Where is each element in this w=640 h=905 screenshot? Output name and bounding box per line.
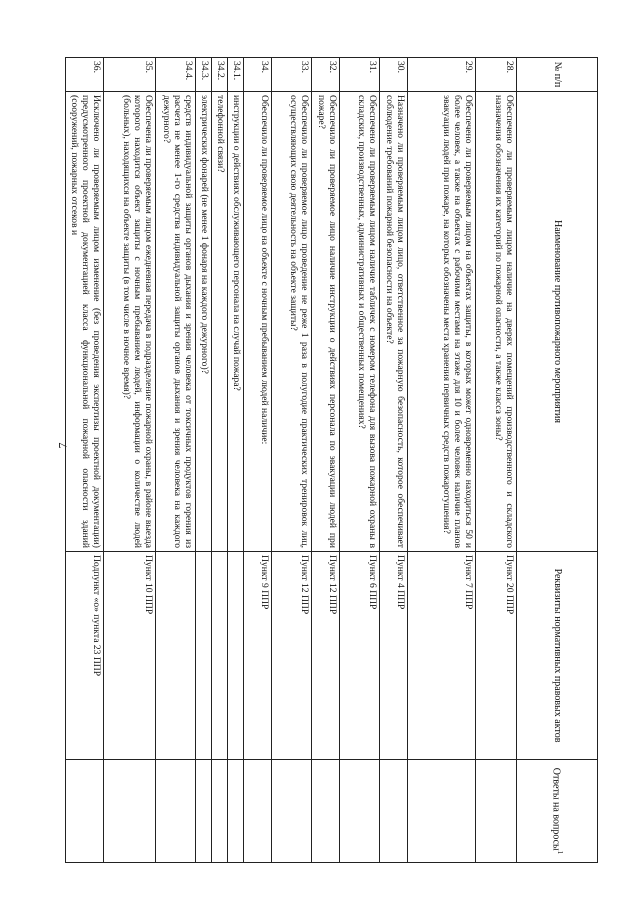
- row-number: 34.1.: [228, 58, 244, 92]
- page-number: 7: [55, 442, 70, 449]
- fire-safety-checklist-table: [65, 57, 598, 863]
- row-act: Пункт 4 ППР: [380, 552, 408, 760]
- row-number: 31.: [340, 58, 380, 92]
- table-row: [380, 58, 408, 863]
- row-act: Пункт 20 ППР: [476, 552, 517, 760]
- header-answers-footnote: 1: [555, 850, 564, 855]
- header-answers-label: Ответы на вопросы: [550, 767, 562, 851]
- header-measure: Наименование противопожарного мероприятия: [517, 92, 598, 552]
- table-header-row: [517, 58, 598, 863]
- table-row: [66, 58, 104, 863]
- row-answer: [196, 760, 212, 863]
- row-measure: Обеспечено ли проверяемым лицом наличие на дверях помещений производственного и складского назначения обозначения их категорий по пожарной опасности, а также класса зоны?: [476, 92, 517, 552]
- header-number: № п/п: [517, 58, 598, 92]
- table-row: [272, 58, 312, 863]
- row-measure: инструкции о действиях обслуживающего персонала на случай пожара?: [228, 92, 244, 552]
- row-act: [212, 552, 228, 760]
- row-number: 34.: [244, 58, 272, 92]
- row-act: [156, 552, 196, 760]
- row-number: 30.: [380, 58, 408, 92]
- row-number: 34.2.: [212, 58, 228, 92]
- table-row: [228, 58, 244, 863]
- row-measure: Обеспечено ли проверяемым лицом наличие табличек с номером телефона для вызова пожарной охраны в складских, производственных, административных и общественных помещениях?: [340, 92, 380, 552]
- row-measure: электрических фонарей (не менее 1 фонаря на каждого дежурного)?: [196, 92, 212, 552]
- row-measure: Обеспечена ли проверяемым лицом ежедневная передача в подразделение пожарной охраны, в районе выезда которого находится объект защиты с ночным пребыванием людей, информации о количестве людей (больных), находящихся на объекте защиты (в том числе в ночное время)?: [104, 92, 156, 552]
- row-act: [196, 552, 212, 760]
- row-act: Пункт 9 ППР: [244, 552, 272, 760]
- row-act: Пункт 6 ППР: [340, 552, 380, 760]
- rotated-table-container: [68, 57, 598, 862]
- row-number: 32.: [312, 58, 340, 92]
- header-answers: [517, 760, 598, 863]
- table-row: [212, 58, 228, 863]
- row-number: 34.3.: [196, 58, 212, 92]
- table-row: [408, 58, 476, 863]
- row-answer: [66, 760, 104, 863]
- table-row: [104, 58, 156, 863]
- table-row: [312, 58, 340, 863]
- row-measure: Назначено ли проверяемым лицом лицо, ответственное за пожарную безопасность, которое обеспечивает соблюдение требований пожарной безопасности на объекте?: [380, 92, 408, 552]
- row-measure: Обеспечило ли проверяемое лицо проведение не реже 1 раза в полугодие практических тренировок лиц, осуществляющих свою деятельность на объекте защиты?: [272, 92, 312, 552]
- row-act: Пункт 12 ППР: [312, 552, 340, 760]
- table-row: [244, 58, 272, 863]
- row-measure: Исключено ли проверяемым лицом изменение (без проведения экспертизы проектной документации) предусмотренного проектной документацией класса функциональной пожарной опасности зданий (сооружений, пожарных отсеков и: [66, 92, 104, 552]
- row-act: Подпункт «о» пункта 23 ППР: [66, 552, 104, 760]
- row-act: Пункт 12 ППР: [272, 552, 312, 760]
- row-number: 36.: [66, 58, 104, 92]
- table-row: [476, 58, 517, 863]
- row-answer: [340, 760, 380, 863]
- row-answer: [272, 760, 312, 863]
- row-answer: [212, 760, 228, 863]
- table-row: [196, 58, 212, 863]
- row-number: 28.: [476, 58, 517, 92]
- row-act: Пункт 10 ППР: [104, 552, 156, 760]
- row-answer: [408, 760, 476, 863]
- row-measure: средств индивидуальной защиты органов дыхания и зрения человека от токсичных продуктов горения из расчета не менее 1-го средства индивидуальной защиты органов дыхания и зрения человека на каждого дежурного?: [156, 92, 196, 552]
- row-answer: [104, 760, 156, 863]
- row-answer: [312, 760, 340, 863]
- row-number: 35.: [104, 58, 156, 92]
- row-number: 29.: [408, 58, 476, 92]
- header-acts: Реквизиты нормативных правовых актов: [517, 552, 598, 760]
- table-row: [156, 58, 196, 863]
- row-measure: Обеспечило ли проверяемое лицо на объекте с ночным пребыванием людей наличие:: [244, 92, 272, 552]
- row-answer: [380, 760, 408, 863]
- row-answer: [156, 760, 196, 863]
- row-act: [228, 552, 244, 760]
- row-number: 34.4.: [156, 58, 196, 92]
- table-row: [340, 58, 380, 863]
- row-measure: телефонной связи?: [212, 92, 228, 552]
- row-answer: [228, 760, 244, 863]
- row-answer: [244, 760, 272, 863]
- row-act: Пункт 7 ППР: [408, 552, 476, 760]
- row-number: 33.: [272, 58, 312, 92]
- row-measure: Обеспечено ли проверяемым лицом на объектах защиты, в которых может одновременно находиться 50 и более человек, а также на объектах с рабочими местами на этаже для 10 и более человек наличие планов эвакуации людей при пожаре, на которых обозначены места хранения первичных средств пожаротушения?: [408, 92, 476, 552]
- row-answer: [476, 760, 517, 863]
- row-measure: Обеспечило ли проверяемое лицо наличие инструкции о действиях персонала по эвакуации людей при пожаре?: [312, 92, 340, 552]
